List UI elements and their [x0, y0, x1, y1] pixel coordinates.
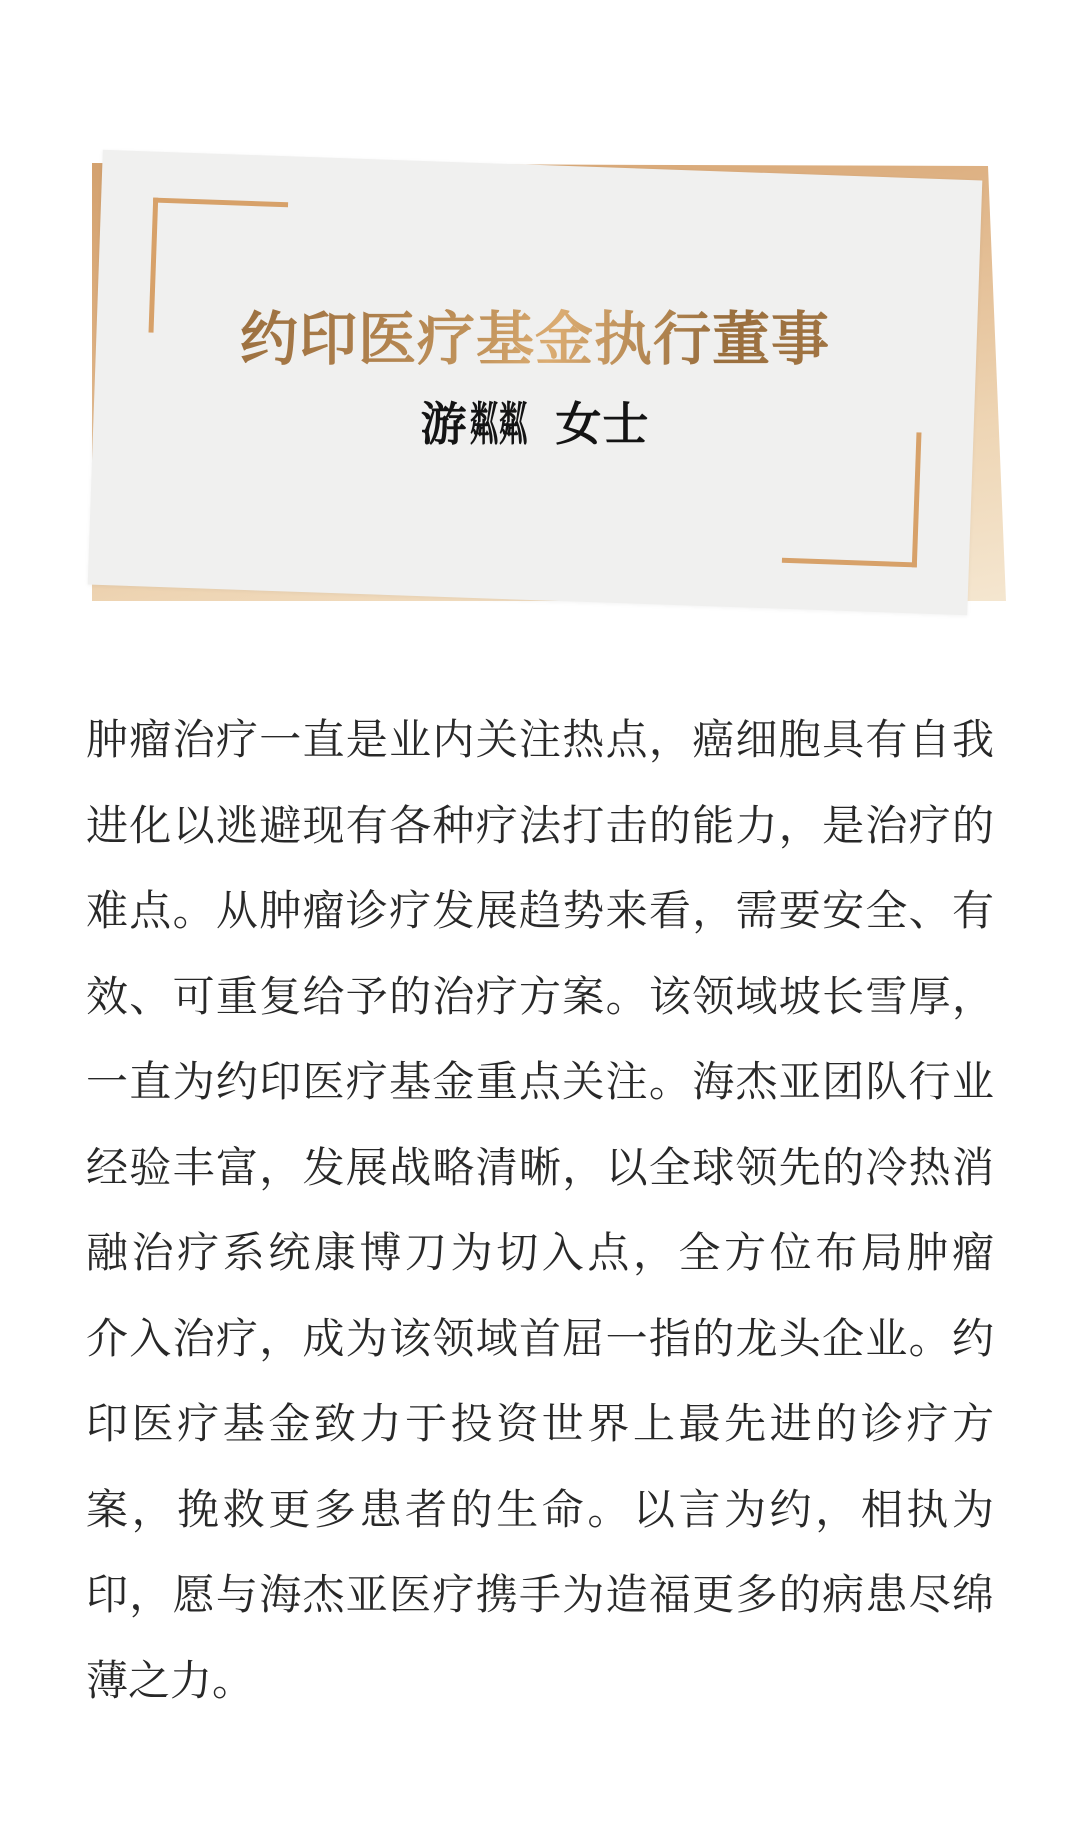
name-surname: 游 — [420, 399, 468, 450]
header-subtitle — [95, 397, 975, 453]
body-text-line: 融治疗系统康博刀为切入点，全方位布局肿瘤 — [86, 1229, 994, 1276]
body-text-line: 经验丰富，发展战略清晰，以全球领先的冷热消 — [86, 1143, 994, 1191]
body-text-line: 薄之力。 — [86, 1656, 255, 1704]
body-text-line: 肿瘤治疗一直是业内关注热点，癌细胞具有自我 — [86, 716, 994, 763]
header-title: 约印医疗基金执行董事 — [95, 305, 975, 375]
name-honorific: 女士 — [555, 399, 650, 450]
body-text-line: 效、可重复给予的治疗方案。该领域坡长雪厚， — [86, 972, 994, 1020]
body-text-line: 印医疗基金致力于投资世界上最先进的诊疗方 — [86, 1400, 994, 1447]
body-text-line: 印，愿与海杰亚医疗携手为造福更多的病患尽绵 — [86, 1571, 994, 1618]
name-given: 粼粼 — [469, 399, 528, 450]
body-text-line: 案，挽救更多患者的生命。以言为约，相执为 — [86, 1485, 994, 1533]
header-banner — [0, 0, 1080, 700]
article-paragraph — [86, 697, 994, 1723]
body-text-line: 一直为约印医疗基金重点关注。海杰亚团队行业 — [86, 1058, 994, 1105]
body-text-line: 难点。从肿瘤诊疗发展趋势来看，需要安全、有 — [86, 887, 994, 934]
body-text-line: 进化以逃避现有各种疗法打击的能力，是治疗的 — [86, 801, 994, 849]
body-text-line: 介入治疗，成为该领域首屈一指的龙头企业。约 — [86, 1314, 994, 1362]
header-text — [95, 165, 975, 453]
